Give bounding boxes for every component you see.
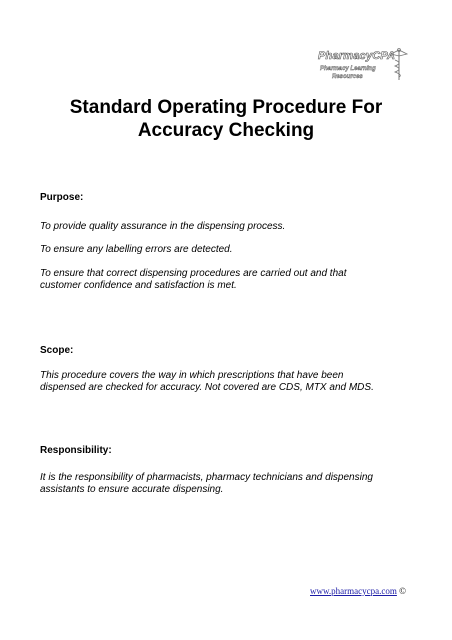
purpose-paragraph-2: To ensure any labelling errors are detected. (40, 244, 233, 255)
page-title-line2: Accuracy Checking (137, 120, 315, 141)
purpose-paragraph-1: To provide quality assurance in the dispensing process. (40, 221, 286, 232)
scope-paragraph-line2: dispensed are checked for accuracy. Not covered are CDS, MTX and MDS. (40, 382, 374, 393)
copyright-symbol: © (399, 586, 406, 596)
logo-title: PharmacyCPA (318, 50, 396, 62)
purpose-heading: Purpose: (40, 192, 84, 203)
responsibility-paragraph-line1: It is the responsibility of pharmacists, pharmacy technicians and dispensing (40, 472, 373, 483)
logo-subtitle-line1: Pharmacy Learning (320, 66, 376, 72)
scope-paragraph (40, 370, 420, 394)
logo-subtitle-line2: Resources (332, 74, 363, 80)
purpose-paragraph-3 (40, 268, 420, 292)
responsibility-paragraph (40, 472, 420, 496)
purpose-paragraph-3-line1: To ensure that correct dispensing procedures are carried out and that (40, 268, 347, 279)
pharmacycpa-logo (310, 44, 410, 84)
purpose-paragraph-3-line2: customer confidence and satisfaction is met. (40, 280, 237, 291)
page-title-line1: Standard Operating Procedure For (69, 97, 383, 118)
responsibility-paragraph-line2: assistants to ensure accurate dispensing. (40, 484, 224, 495)
page-title (0, 96, 452, 142)
footer (310, 586, 406, 596)
website-link[interactable]: www.pharmacycpa.com (310, 586, 397, 596)
scope-paragraph-line1: This procedure covers the way in which prescriptions that have been (40, 370, 344, 381)
responsibility-heading: Responsibility: (40, 445, 112, 456)
scope-heading: Scope: (40, 345, 74, 356)
caduceus-icon (390, 46, 408, 82)
